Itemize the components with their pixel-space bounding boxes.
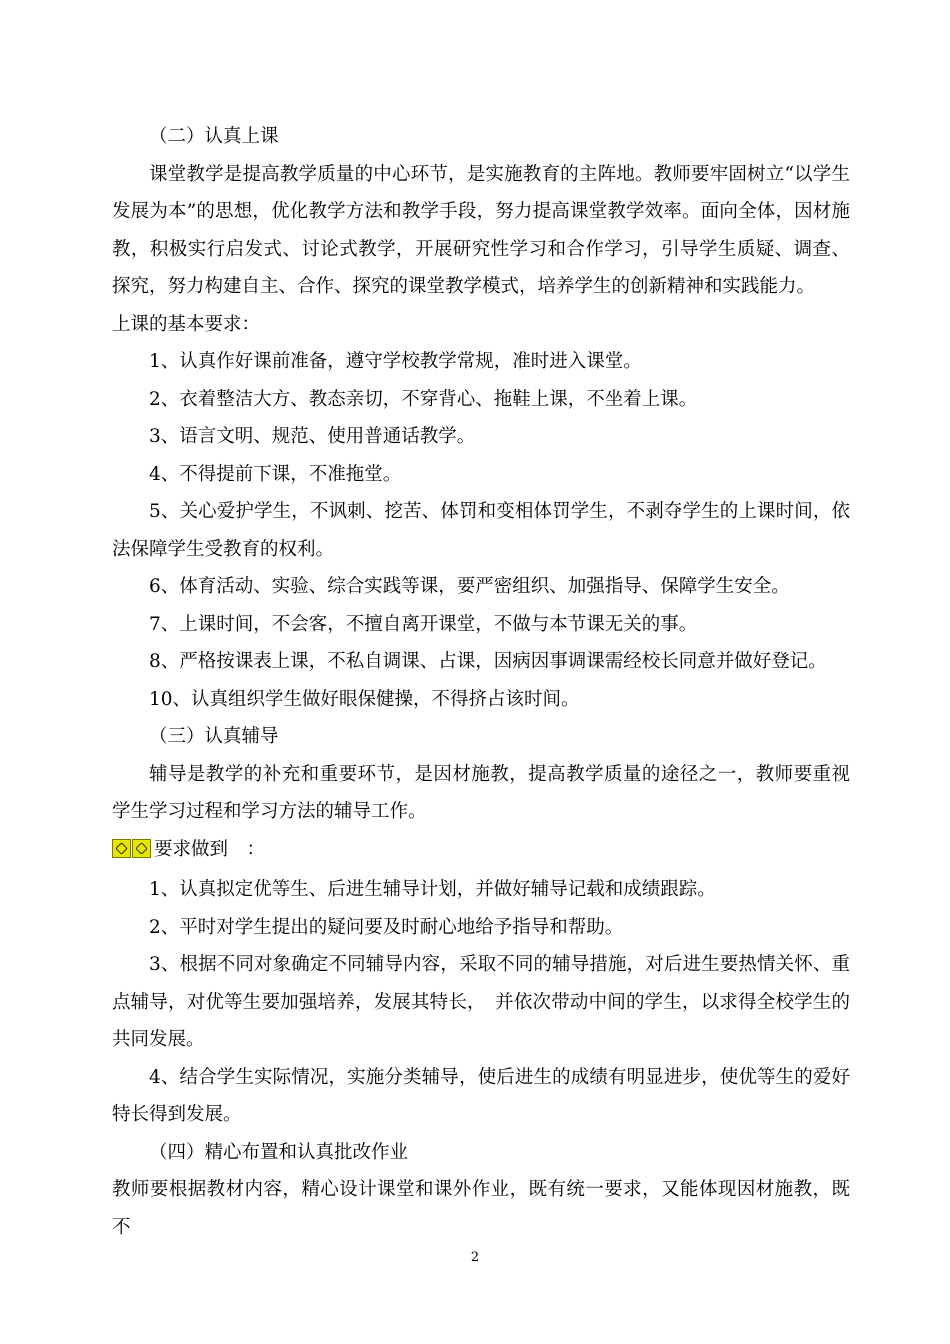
requirement-label: 要求做到 ： [154, 838, 266, 860]
list-item-4: 4、不得提前下课，不准拖堂。 [149, 463, 402, 485]
paragraph-classroom-teaching: 课堂教学是提高教学质量的中心环节，是实施教育的主阵地。教师要牢固树立“以学生发展为本”的思想，优化教学方法和教学手段，努力提高课堂教学效率。面向全体，因材施教，积极实行启发式、讨论式教学，开展研究性学习和合作学习，引导学生质疑、调查、探究，努力构建自主、合作、探究的课堂教学模式，培养学生的创新精神和实践能力。 [112, 163, 850, 297]
tutoring-item-3: 3、根据不同对象确定不同辅导内容，采取不同的辅导措施，对后进生要热情关怀、重点辅导，对优等生要加强培养，发展其特长， 并依次带动中间的学生，以求得全校学生的共同发展。 [112, 954, 850, 1050]
heading-homework: （四）精心布置和认真批改作业 [149, 1141, 409, 1163]
refresh-icon [132, 839, 151, 858]
document-body [112, 118, 850, 1246]
list-item-1: 1、认真作好课前准备，遵守学校教学常规，准时进入课堂。 [149, 351, 642, 372]
requirement-line [112, 831, 850, 872]
tutoring-item-4: 4、结合学生实际情况，实施分类辅导，使后进生的成绩有明显进步，使优等生的爱好特长得到发展。 [112, 1066, 850, 1125]
refresh-icon [112, 839, 131, 858]
list-item-2: 2、衣着整洁大方、教态亲切，不穿背心、拖鞋上课，不坐着上课。 [149, 388, 698, 410]
paragraph-homework: 教师要根据教材内容，精心设计课堂和课外作业，既有统一要求，又能体现因材施教，既不 [112, 1179, 850, 1238]
list-item-5: 5、关心爱护学生，不讽刺、挖苦、体罚和变相体罚学生，不剥夺学生的上课时间，依法保障学生受教育的权利。 [112, 501, 850, 560]
list-item-10: 10、认真组织学生做好眼保健操，不得挤占该时间。 [149, 688, 580, 710]
list-item-8: 8、严格按课表上课，不私自调课、占课，因病因事调课需经校长同意并做好登记。 [149, 651, 827, 672]
tutoring-item-1: 1、认真拟定优等生、后进生辅导计划，并做好辅导记载和成绩跟踪。 [149, 879, 716, 900]
heading-attend-class: （二）认真上课 [149, 126, 279, 147]
tutoring-item-2: 2、平时对学生提出的疑问要及时耐心地给予指导和帮助。 [149, 916, 624, 938]
paragraph-tutoring: 辅导是教学的补充和重要环节，是因材施教，提高教学质量的途径之一，教师要重视学生学习过程和学习方法的辅导工作。 [112, 763, 850, 822]
list-item-3: 3、语言文明、规范、使用普通话教学。 [149, 426, 476, 447]
paragraph-basic-requirements-title: 上课的基本要求： [112, 313, 261, 335]
list-item-7: 7、上课时间，不会客，不擅自离开课堂，不做与本节课无关的事。 [149, 613, 698, 635]
list-item-6: 6、体育活动、实验、综合实践等课，要严密组织、加强指导、保障学生安全。 [149, 576, 790, 597]
heading-tutoring: （三）认真辅导 [149, 726, 279, 747]
requirement-icons [112, 834, 152, 872]
page-number: 2 [470, 1250, 480, 1265]
